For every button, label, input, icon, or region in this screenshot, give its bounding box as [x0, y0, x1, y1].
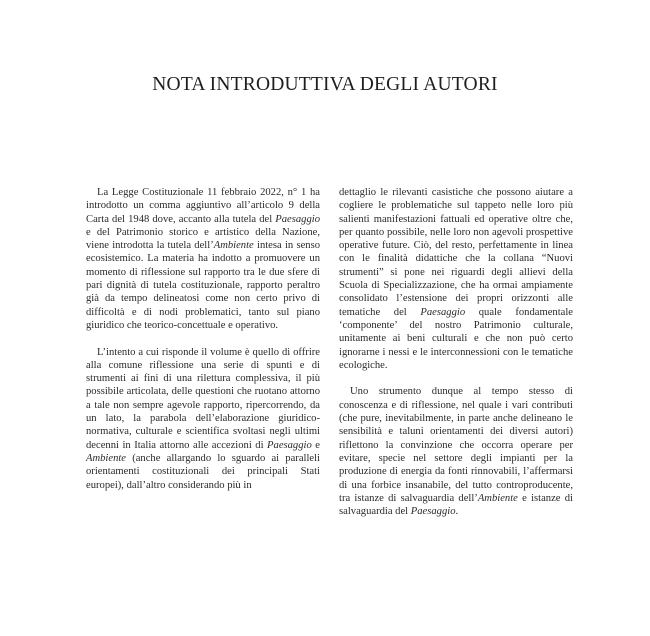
paragraph [339, 186, 573, 372]
italic-term: Ambiente [86, 452, 127, 464]
text-run: e istanze di salvaguardia del [339, 492, 573, 518]
paragraph [86, 186, 320, 332]
italic-term: Ambiente [477, 492, 518, 504]
italic-term: Ambiente [213, 240, 254, 252]
text-run: L’intento a cui risponde il volume è quello di offrire alla comune riflessione una serie di spunti e di strumenti ai fini di una rilettura complessiva, il più possibile articolata, delle questioni che ruotano attorno a tale non sempre agevole rapporto, ripercorrendo, da un lato, la parabola dell’elaborazione giuridico-normativa, culturale e scientifica svoltasi negli ultimi decenni in Italia attorno alle accezioni di [86, 346, 320, 451]
paragraph [86, 346, 320, 492]
text-run: e [311, 439, 320, 451]
italic-term: Paesaggio [275, 213, 320, 225]
text-run: . [455, 506, 459, 518]
text-column-right [339, 186, 573, 518]
italic-term: Paesaggio [410, 506, 456, 518]
text-run: intesa in senso ecosistemico. La materia ha indotto a promuovere un momento di riflessione sul rapporto tra le due sfere di pari dignità di tutela costituzionale, rapporto peraltro già da tempo delineatosi come non certo privo di difficoltà e di nodi problematici, tanto sul piano giuridico che teorico-concettuale e operativo. [86, 240, 320, 331]
page-title: NOTA INTRODUTTIVA DEGLI AUTORI [152, 74, 498, 95]
text-run: dettaglio le rilevanti casistiche che possono aiutare a cogliere le problematiche sul tappeto nelle loro più salienti manifestazioni fattuali ed operative oltre che, per quanto possibile, nelle loro non agevoli prospettive operative future. Ciò, del resto, perfettamente in linea con le finalità didattiche che la collana “Nuovi strumenti” si pone nei riguardi degli allievi della Scuola di Specializzazione, che ha ormai ampiamente consolidato l’estensione dei propri orizzonti alle tematiche del [339, 187, 573, 318]
text-run: quale fondamentale ‘componente’ del nostro Patrimonio culturale, unitamente ai beni culturali e che non può certo ignorarne i nessi e le interconnessioni con le tematiche ecologiche. [339, 306, 573, 371]
italic-term: Paesaggio [267, 439, 312, 451]
text-run: e del Patrimonio storico e artistico della Nazione, viene introdotta la tutela dell’ [86, 226, 320, 252]
text-column-left [86, 186, 320, 492]
text-run: (anche allargando lo sguardo ai paralleli orientamenti costituzionali dei principali Stati europei), dall’altro considerando più in [86, 452, 320, 491]
text-run: Uno strumento dunque al tempo stesso di conoscenza e di riflessione, nel quale i vari contributi (che pure, inevitabilmente, in parte anche delineano le sensibilità e taluni orientamenti dei diversi autori) riflettono la convinzione che occorra operare per evitare, specie nel settore degli impianti per la produzione di energia da fonti rinnovabili, l’affermarsi di una forbice insanabile, del tutto controproducente, tra istanze di salvaguardia dell’ [339, 386, 573, 504]
paragraph [339, 385, 573, 518]
text-run: La Legge Costituzionale 11 febbraio 2022, n° 1 ha introdotto un comma aggiuntivo all’articolo 9 della Carta del 1948 dove, accanto alla tutela del [86, 187, 320, 225]
italic-term: Paesaggio [420, 306, 466, 318]
